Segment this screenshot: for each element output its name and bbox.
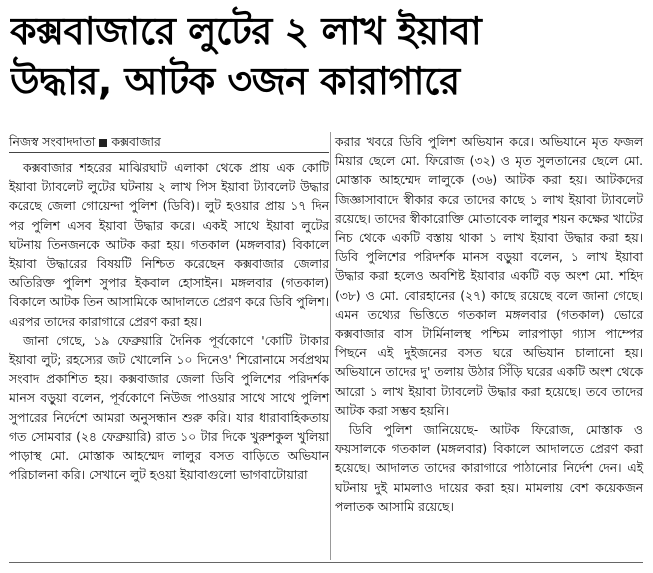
headline <box>10 6 640 106</box>
paragraph: করার খবরে ডিবি পুলিশ অভিযান করে। অভিযানে মৃত ফজল মিয়ার ছেলে মো. ফিরোজ (৩২) ও মৃত সুলতানের ছেলে মো. মোস্তাক আহম্মেদ লালুকে (৩৬) আটক করা হয়। আটকদের জিজ্ঞাসাবাদে স্বীকার করে তাদের কাছে ১ লাখ ইয়াবা ট্যাবলেট রয়েছে। তাদের স্বীকারোক্তি মোতাবেক লালুর শয়ন কক্ষের খাটের নিচ থেকে একটি বস্তায় থাকা ১ লাখ ইয়াবা উদ্ধার করা হয়। ডিবি পুলিশের পরিদর্শক মানস বড়ুয়া বলেন, ১ লাখ ইয়াবা উদ্ধার করা হলেও অবশিষ্ট ইয়াবার একটি বড় অংশ মো. শহিদ (৩৮) ও মো. বোরহানের (২৭) কাছে রয়েছে বলে জানা গেছে। এমন তথ্যের ভিত্তিতে গতকাল মঙ্গলবার (গতকাল) ভোরে কক্সবাজার বাস টার্মিনালস্থ পশ্চিম লারপাড়া গ্যাস পাম্পের পিছনে এই দুইজনের বসত ঘরে অভিযান চালানো হয়। অভিযানে তাদের দু' তলায় উঠার সিঁড়ি ঘরের একটি অংশ থেকে আরো ১ লাখ ইয়াবা ট্যাবলেট উদ্ধার করা হয়েছে। তবে তাদের আটক করা সম্ভব হয়নি। <box>335 135 643 418</box>
right-column <box>335 133 643 517</box>
headline-line-2: উদ্ধার, আটক ৩জন কারাগারে <box>10 59 460 103</box>
headline-line-1: কক্সবাজারে লুটের ২ লাখ ইয়াবা <box>10 9 482 53</box>
byline <box>9 132 329 153</box>
bottom-rule <box>9 562 643 563</box>
paragraph: ডিবি পুলিশ জানিয়েছে- আটক ফিরোজ, মোস্তাক ও ফয়সালকে গতকাল (মঙ্গলবার) বিকালে আদালতে প্রেরণ করা হয়েছে। আদালত তাদের কারাগারে পাঠানোর নির্দেশ দেন। এই ঘটনায় দুই মামলাও দায়ের করা হয়। মামলায় বেশ কয়েকজন পলাতক আসামি রয়েছে। <box>335 423 643 514</box>
left-column <box>9 132 329 485</box>
byline-reporter: নিজস্ব সংবাদদাতা <box>9 135 96 149</box>
paragraph: কক্সবাজার শহরের মাঝিরঘাট এলাকা থেকে প্রায় এক কোটি ইয়াবা ট্যাবলেট লুটের ঘটনায় ২ লাখ পিস ইয়াবা ট্যাবলেট উদ্ধার করেছে জেলা গোয়েন্দা পুলিশ (ডিবি)। লুট হওয়ার প্রায় ১৭ দিন পর পুলিশ এসব ইয়াবা উদ্ধার করে। একই সাথে ইয়াবা লুটের ঘটনায় তিনজনকে আটক করা হয়। গতকাল (মঙ্গলবার) বিকালে ইয়াবা উদ্ধারের বিষয়টি নিশ্চিত করেছেন কক্সবাজার জেলার অতিরিক্ত পুলিশ সুপার ইকবাল হোসাইন। মঙ্গলবার (গতকাল) বিকালে আটক তিন আসামিকে আদালতে প্রেরণ করে ডিবি পুলিশ। এরপর তাদের কারাগারে প্রেরণ করা হয়। <box>9 161 329 329</box>
separator-square-icon <box>99 139 107 147</box>
column-divider <box>330 132 331 560</box>
paragraph: জানা গেছে, ১৯ ফেব্রুয়ারি দৈনিক পূর্বকোণে 'কোটি টাকার ইয়াবা লুট; রহস্যের জট খোলেনি ১০ দিনেও' শিরোনামে সর্বপ্রথম সংবাদ প্রকাশিত হয়। কক্সবাজার জেলা ডিবি পুলিশের পরিদর্শক মানস বড়ুয়া বলেন, পূর্বকোণে নিউজ পাওয়ার সাথে সাথে পুলিশ সুপারের নির্দেশে আমরা অনুসন্ধান শুরু করি। যার ধারাবাহিকতায় গত সোমবার (২৪ ফেব্রুয়ারি) রাত ১০ টার দিকে খুরুশকুল খুলিয়া পাড়াস্থ মো. মোস্তাক আহম্মেদ লালুর বসত বাড়িতে অভিযান পরিচালনা করি। সেখানে লুট হওয়া ইয়াবাগুলো ভাগবাটোয়ারা <box>9 333 329 483</box>
byline-location: কক্সবাজার <box>111 135 161 149</box>
